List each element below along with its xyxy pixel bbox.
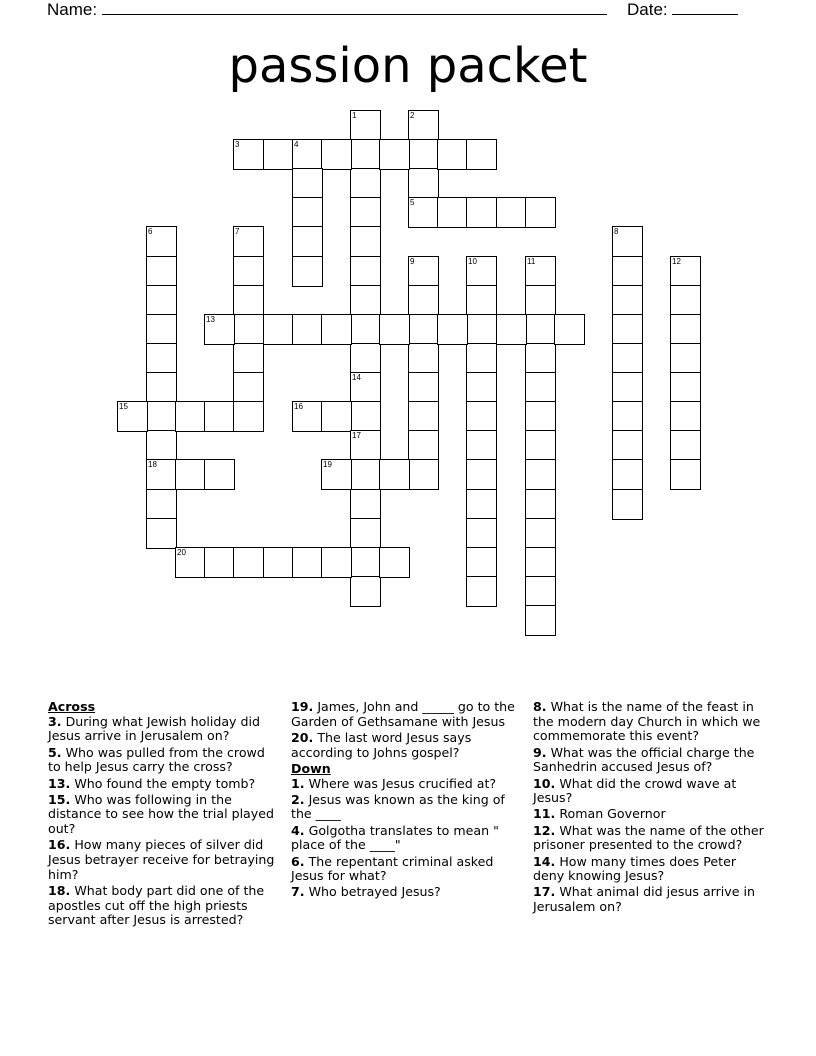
- clue-number: 20.: [291, 729, 314, 745]
- clues-column-2: [291, 700, 519, 902]
- clue-number-label: 11: [527, 257, 536, 266]
- grid-cell[interactable]: [146, 285, 177, 316]
- grid-cell[interactable]: [466, 314, 497, 345]
- clue-item: [48, 715, 278, 744]
- grid-cell[interactable]: [612, 489, 643, 520]
- clue-number-label: 5: [410, 198, 415, 207]
- clue-item: [291, 700, 519, 729]
- grid-cell[interactable]: [437, 197, 468, 228]
- clue-item: [48, 777, 278, 792]
- grid-cell[interactable]: [292, 168, 323, 199]
- grid-cell[interactable]: [525, 343, 556, 374]
- grid-cell[interactable]: [233, 285, 264, 316]
- grid-cell[interactable]: [204, 459, 235, 490]
- clue-text: The last word Jesus says according to Johns gospel?: [291, 729, 472, 760]
- clue-number: 12.: [533, 822, 556, 838]
- clue-item: [48, 746, 278, 775]
- clue-number-label: 19: [323, 460, 332, 469]
- clue-item: [291, 777, 519, 792]
- grid-cell[interactable]: [233, 314, 264, 345]
- grid-cell[interactable]: [204, 547, 235, 578]
- down-heading: Down: [291, 760, 331, 776]
- clue-number-label: 13: [206, 315, 215, 324]
- grid-cell[interactable]: [466, 139, 497, 170]
- clue-number-label: 4: [294, 140, 299, 149]
- clue-item: [533, 700, 768, 744]
- clue-number: 1.: [291, 775, 305, 791]
- clue-text: How many pieces of silver did Jesus betrayer receive for betraying him?: [48, 837, 275, 882]
- grid-cell[interactable]: [233, 401, 264, 432]
- clue-text: Roman Governor: [555, 806, 666, 822]
- grid-cell[interactable]: [525, 576, 556, 607]
- grid-cell[interactable]: [350, 489, 381, 520]
- grid-cell[interactable]: [321, 547, 352, 578]
- clue-text: What is the name of the feast in the modern day Church in which we commemorate this event?: [533, 699, 761, 744]
- grid-cell[interactable]: [466, 547, 497, 578]
- grid-cell[interactable]: [525, 401, 556, 432]
- grid-cell[interactable]: [408, 430, 439, 461]
- grid-cell[interactable]: [292, 256, 323, 287]
- grid-cell[interactable]: [321, 401, 352, 432]
- clue-number: 16.: [48, 837, 71, 853]
- grid-cell[interactable]: [670, 285, 701, 316]
- grid-cell[interactable]: [350, 226, 381, 257]
- puzzle-title: passion packet: [228, 38, 588, 94]
- clue-text: James, John and _____ go to the Garden of Gethsamane with Jesus: [291, 699, 515, 729]
- clue-number-label: 14: [352, 373, 361, 382]
- grid-cell[interactable]: [466, 518, 497, 549]
- clue-number-label: 2: [410, 111, 415, 120]
- grid-cell[interactable]: [350, 197, 381, 228]
- clue-number: 14.: [533, 853, 556, 869]
- grid-cell[interactable]: [525, 518, 556, 549]
- clue-text: How many times does Peter deny knowing Jesus?: [533, 853, 737, 884]
- grid-cell[interactable]: [466, 489, 497, 520]
- grid-cell[interactable]: [612, 314, 643, 345]
- grid-cell[interactable]: [321, 314, 352, 345]
- grid-cell[interactable]: [350, 401, 381, 432]
- clue-text: What was the name of the other prisoner presented to the crowd?: [533, 822, 764, 853]
- grid-cell[interactable]: [437, 314, 468, 345]
- grid-cell[interactable]: [466, 285, 497, 316]
- grid-cell[interactable]: [466, 343, 497, 374]
- clue-number: 5.: [48, 744, 62, 760]
- grid-cell[interactable]: [525, 547, 556, 578]
- grid-cell[interactable]: [670, 314, 701, 345]
- clue-item: [533, 855, 768, 884]
- grid-cell[interactable]: [292, 226, 323, 257]
- grid-cell[interactable]: [233, 343, 264, 374]
- grid-cell[interactable]: [175, 401, 206, 432]
- grid-cell[interactable]: [408, 343, 439, 374]
- grid-cell[interactable]: [408, 139, 439, 170]
- clue-item: [533, 885, 768, 914]
- clue-number-label: 1: [352, 111, 357, 120]
- grid-cell[interactable]: [263, 314, 294, 345]
- clue-number-label: 7: [235, 227, 240, 236]
- grid-cell[interactable]: [408, 372, 439, 403]
- clue-item: [533, 824, 768, 853]
- clue-number-label: 16: [294, 402, 303, 411]
- grid-cell[interactable]: [292, 547, 323, 578]
- grid-cell[interactable]: [466, 401, 497, 432]
- grid-cell[interactable]: [379, 459, 410, 490]
- grid-cell[interactable]: [233, 547, 264, 578]
- grid-cell[interactable]: [146, 430, 177, 461]
- grid-cell[interactable]: [408, 314, 439, 345]
- grid-cell[interactable]: [496, 314, 527, 345]
- grid-cell[interactable]: [350, 256, 381, 287]
- clue-item: [291, 885, 519, 900]
- clue-text: What was the official charge the Sanhedrin accused Jesus of?: [533, 744, 755, 775]
- grid-cell[interactable]: [350, 139, 381, 170]
- grid-cell[interactable]: [437, 139, 468, 170]
- clue-number-label: 9: [410, 257, 415, 266]
- grid-cell[interactable]: [496, 197, 527, 228]
- clue-item: [291, 793, 519, 822]
- grid-cell[interactable]: [525, 489, 556, 520]
- grid-cell[interactable]: [612, 430, 643, 461]
- grid-cell[interactable]: [379, 547, 410, 578]
- clue-number: 10.: [533, 775, 556, 791]
- clue-number: 3.: [48, 713, 62, 729]
- grid-cell[interactable]: [612, 285, 643, 316]
- grid-cell[interactable]: [408, 459, 439, 490]
- clue-text: Who was pulled from the crowd to help Jesus carry the cross?: [48, 744, 265, 775]
- clue-item: [48, 838, 278, 882]
- grid-cell[interactable]: [466, 197, 497, 228]
- grid-cell[interactable]: [525, 430, 556, 461]
- clue-number: 4.: [291, 822, 305, 838]
- clue-number-label: 18: [148, 460, 157, 469]
- grid-cell[interactable]: [612, 401, 643, 432]
- clue-text: What body part did one of the apostles cut off the high priests servant after Jesus is arrested?: [48, 882, 265, 928]
- clue-number-label: 20: [177, 548, 186, 557]
- grid-cell[interactable]: [408, 285, 439, 316]
- grid-cell[interactable]: [321, 139, 352, 170]
- grid-cell[interactable]: [233, 372, 264, 403]
- grid-cell[interactable]: [233, 256, 264, 287]
- grid-cell[interactable]: [146, 372, 177, 403]
- grid-cell[interactable]: [466, 576, 497, 607]
- grid-cell[interactable]: [525, 372, 556, 403]
- clue-text: What animal did jesus arrive in Jerusalem on?: [533, 884, 755, 915]
- grid-cell[interactable]: [263, 139, 294, 170]
- grid-cell[interactable]: [146, 489, 177, 520]
- grid-cell[interactable]: [292, 197, 323, 228]
- name-label: Name:: [47, 0, 98, 19]
- grid-cell[interactable]: [670, 343, 701, 374]
- date-label: Date:: [627, 0, 668, 19]
- grid-cell[interactable]: [525, 459, 556, 490]
- grid-cell[interactable]: [612, 372, 643, 403]
- grid-cell[interactable]: [350, 314, 381, 345]
- clue-number: 9.: [533, 744, 547, 760]
- grid-cell[interactable]: [525, 605, 556, 636]
- clue-item: [291, 731, 519, 760]
- clue-number: 18.: [48, 882, 71, 898]
- clue-number-label: 15: [119, 402, 128, 411]
- clues-column-1: [48, 700, 278, 930]
- clue-text: Where was Jesus crucified at?: [304, 775, 497, 791]
- grid-cell[interactable]: [146, 314, 177, 345]
- grid-cell[interactable]: [670, 372, 701, 403]
- clues-column-3: [533, 700, 768, 916]
- clue-number-label: 6: [148, 227, 153, 236]
- clue-number: 2.: [291, 791, 305, 807]
- clue-text: Who betrayed Jesus?: [304, 884, 441, 900]
- clue-number: 13.: [48, 775, 71, 791]
- grid-cell[interactable]: [146, 343, 177, 374]
- grid-cell[interactable]: [612, 256, 643, 287]
- grid-cell[interactable]: [670, 401, 701, 432]
- grid-cell[interactable]: [466, 430, 497, 461]
- clue-item: [533, 807, 768, 822]
- clue-text: Golgotha translates to mean " place of the ____": [291, 822, 499, 853]
- grid-cell[interactable]: [146, 518, 177, 549]
- clue-number-label: 10: [468, 257, 477, 266]
- clue-number-label: 17: [352, 431, 361, 440]
- grid-cell[interactable]: [263, 547, 294, 578]
- clue-number: 8.: [533, 699, 547, 714]
- grid-cell[interactable]: [379, 139, 410, 170]
- grid-cell[interactable]: [350, 576, 381, 607]
- clue-item: [533, 746, 768, 775]
- grid-cell[interactable]: [612, 459, 643, 490]
- grid-cell[interactable]: [466, 372, 497, 403]
- clue-item: [48, 793, 278, 837]
- clue-number-label: 12: [672, 257, 681, 266]
- grid-cell[interactable]: [350, 285, 381, 316]
- grid-cell[interactable]: [670, 430, 701, 461]
- grid-cell[interactable]: [670, 459, 701, 490]
- clue-number-label: 8: [614, 227, 619, 236]
- clue-text: Who was following in the distance to see how the trial played out?: [48, 791, 274, 837]
- across-heading: Across: [48, 699, 96, 714]
- grid-cell[interactable]: [292, 314, 323, 345]
- clue-text: The repentant criminal asked Jesus for what?: [291, 853, 494, 884]
- grid-cell[interactable]: [408, 168, 439, 199]
- clue-item: [533, 777, 768, 806]
- clue-number: 15.: [48, 791, 71, 807]
- clue-text: Who found the empty tomb?: [70, 775, 256, 791]
- clue-text: During what Jewish holiday did Jesus arrive in Jerusalem on?: [48, 713, 260, 744]
- grid-cell[interactable]: [350, 168, 381, 199]
- grid-cell[interactable]: [525, 314, 556, 345]
- clue-number: 6.: [291, 853, 305, 869]
- grid-cell[interactable]: [350, 518, 381, 549]
- clue-number: 17.: [533, 884, 556, 900]
- grid-cell[interactable]: [146, 401, 177, 432]
- grid-cell[interactable]: [379, 314, 410, 345]
- grid-cell[interactable]: [350, 343, 381, 374]
- grid-cell[interactable]: [525, 197, 556, 228]
- grid-cell[interactable]: [408, 401, 439, 432]
- clue-item: [48, 884, 278, 928]
- clue-text: What did the crowd wave at Jesus?: [533, 775, 737, 806]
- grid-cell[interactable]: [146, 256, 177, 287]
- clue-number: 11.: [533, 806, 556, 822]
- grid-cell[interactable]: [554, 314, 585, 345]
- clue-item: [291, 824, 519, 853]
- grid-cell[interactable]: [525, 285, 556, 316]
- clue-number: 19.: [291, 699, 314, 714]
- grid-cell[interactable]: [612, 343, 643, 374]
- clue-text: Jesus was known as the king of the ____: [291, 791, 505, 822]
- clue-number: 7.: [291, 884, 305, 900]
- grid-cell[interactable]: [204, 401, 235, 432]
- clue-item: [291, 855, 519, 884]
- clue-number-label: 3: [235, 140, 240, 149]
- grid-cell[interactable]: [175, 459, 206, 490]
- grid-cell[interactable]: [466, 459, 497, 490]
- grid-cell[interactable]: [350, 459, 381, 490]
- grid-cell[interactable]: [350, 547, 381, 578]
